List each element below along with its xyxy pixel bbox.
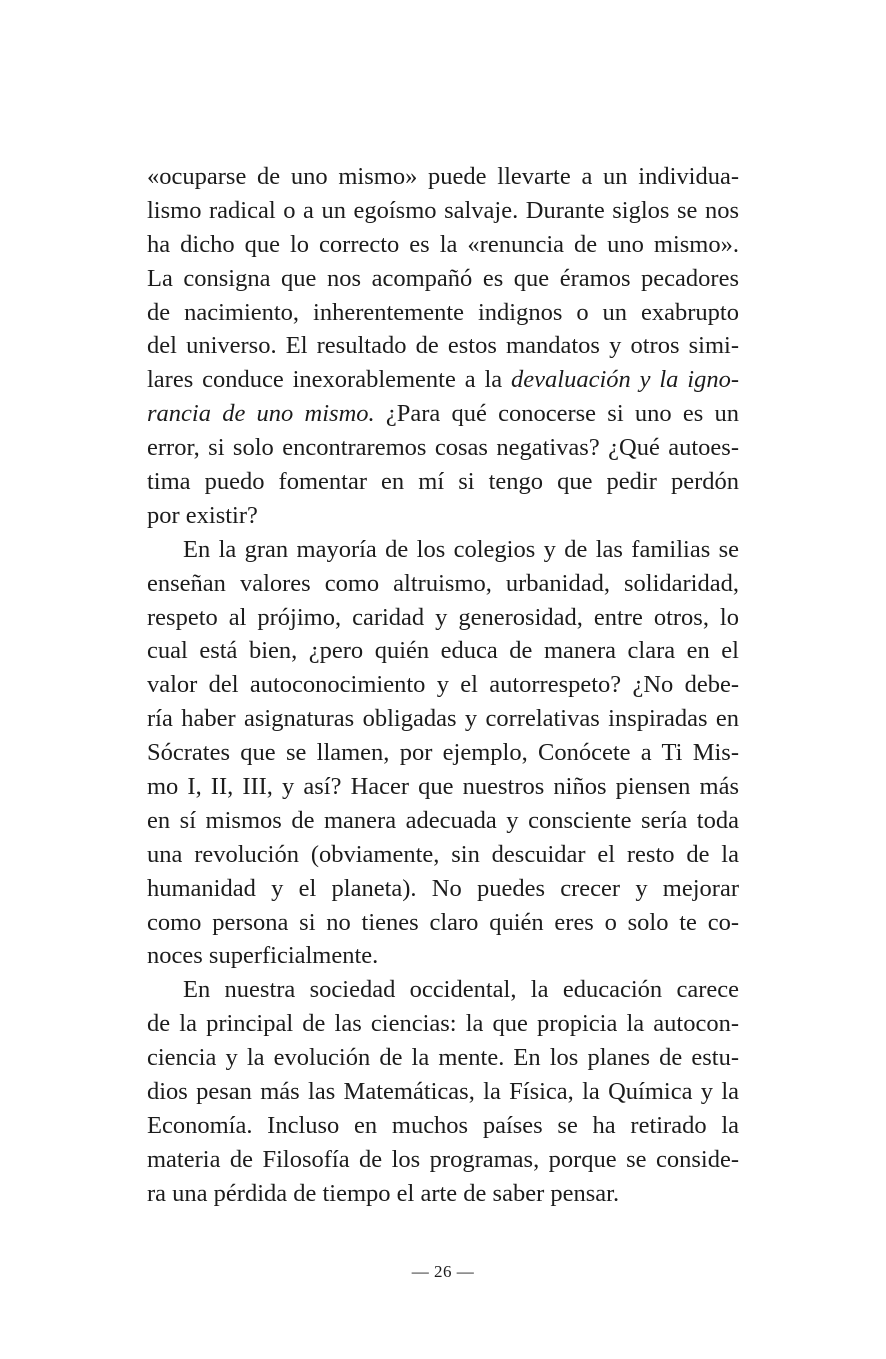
text-line [147,329,739,363]
text-segment: En nuestra sociedad occidental, la educación carece [183,976,739,1004]
page-body [147,160,739,1211]
text-line [147,567,739,601]
text-segment: enseñan valores como altruismo, urbanidad, solidaridad, [147,569,739,597]
italic-text: rancia de uno mismo. [147,400,375,428]
text-segment: de nacimiento, inherentemente indignos o un exabrupto [147,298,739,326]
text-segment: como persona si no tienes claro quién eres o solo te co- [147,908,739,936]
text-line [147,228,739,262]
italic-text: devaluación y la igno- [511,366,739,394]
text-segment: error, si solo encontraremos cosas negativas? ¿Qué autoes- [147,434,739,462]
text-segment: tima puedo fomentar en mí si tengo que pedir perdón [147,468,739,496]
text-line [147,939,739,973]
text-segment: lares conduce inexorablemente a la [147,366,512,394]
paragraph [147,160,739,533]
text-line [147,465,739,499]
text-segment: ha dicho que lo correcto es la «renuncia de uno mismo». [147,230,739,258]
text-segment: Sócrates que se llamen, por ejemplo, Conócete a Ti Mis- [147,739,739,767]
text-line [147,160,739,194]
text-line [147,1041,739,1075]
text-segment: dios pesan más las Matemáticas, la Física, la Química y la [147,1078,739,1106]
text-segment: En la gran mayoría de los colegios y de las familias se [183,535,739,563]
text-segment: ¿Para qué conocerse si uno es un [374,400,739,428]
text-segment: valor del autoconocimiento y el autorrespeto? ¿No debe- [147,671,739,699]
text-line [147,296,739,330]
text-segment: lismo radical o a un egoísmo salvaje. Durante siglos se nos [147,196,739,224]
text-segment: de la principal de las ciencias: la que propicia la autocon- [147,1010,739,1038]
text-line [147,431,739,465]
text-line [147,499,739,533]
page-number: — 26 — [411,1262,475,1281]
text-segment: materia de Filosofía de los programas, porque se conside- [147,1145,739,1173]
text-line [147,838,739,872]
text-segment: Economía. Incluso en muchos países se ha retirado la [147,1111,739,1139]
text-line [147,533,739,567]
text-line [147,736,739,770]
text-line [147,194,739,228]
text-line [147,1177,739,1211]
text-segment: en sí mismos de manera adecuada y consciente sería toda [147,806,739,834]
text-line [147,634,739,668]
text-line [147,363,739,397]
text-line [147,973,739,1007]
text-line [147,872,739,906]
text-segment: ra una pérdida de tiempo el arte de saber pensar. [147,1179,620,1207]
text-segment: mo I, II, III, y así? Hacer que nuestros niños piensen más [147,773,739,801]
text-segment: ciencia y la evolución de la mente. En los planes de estu- [147,1044,739,1072]
paragraph [147,533,739,974]
text-line [147,906,739,940]
text-line [147,601,739,635]
text-segment: «ocuparse de uno mismo» puede llevarte a un individua- [147,163,739,190]
text-line [147,1075,739,1109]
text-line [147,397,739,431]
text-line [147,804,739,838]
text-segment: respeto al prójimo, caridad y generosidad, entre otros, lo [147,603,739,631]
text-segment: La consigna que nos acompañó es que éramos pecadores [147,264,739,292]
text-segment: por existir? [147,501,258,529]
text-line [147,1143,739,1177]
text-segment: noces superficialmente. [147,942,379,970]
text-line [147,770,739,804]
text-segment: una revolución (obviamente, sin descuidar el resto de la [147,840,739,868]
text-segment: humanidad y el planeta). No puedes crecer y mejorar [147,874,739,902]
text-segment: del universo. El resultado de estos mandatos y otros simi- [147,332,739,360]
text-line [147,702,739,736]
text-segment: cual está bien, ¿pero quién educa de manera clara en el [147,637,739,665]
paragraph [147,973,739,1210]
text-line [147,1007,739,1041]
text-segment: ría haber asignaturas obligadas y correlativas inspiradas en [147,705,739,733]
text-line [147,262,739,296]
text-line [147,1109,739,1143]
text-line [147,668,739,702]
